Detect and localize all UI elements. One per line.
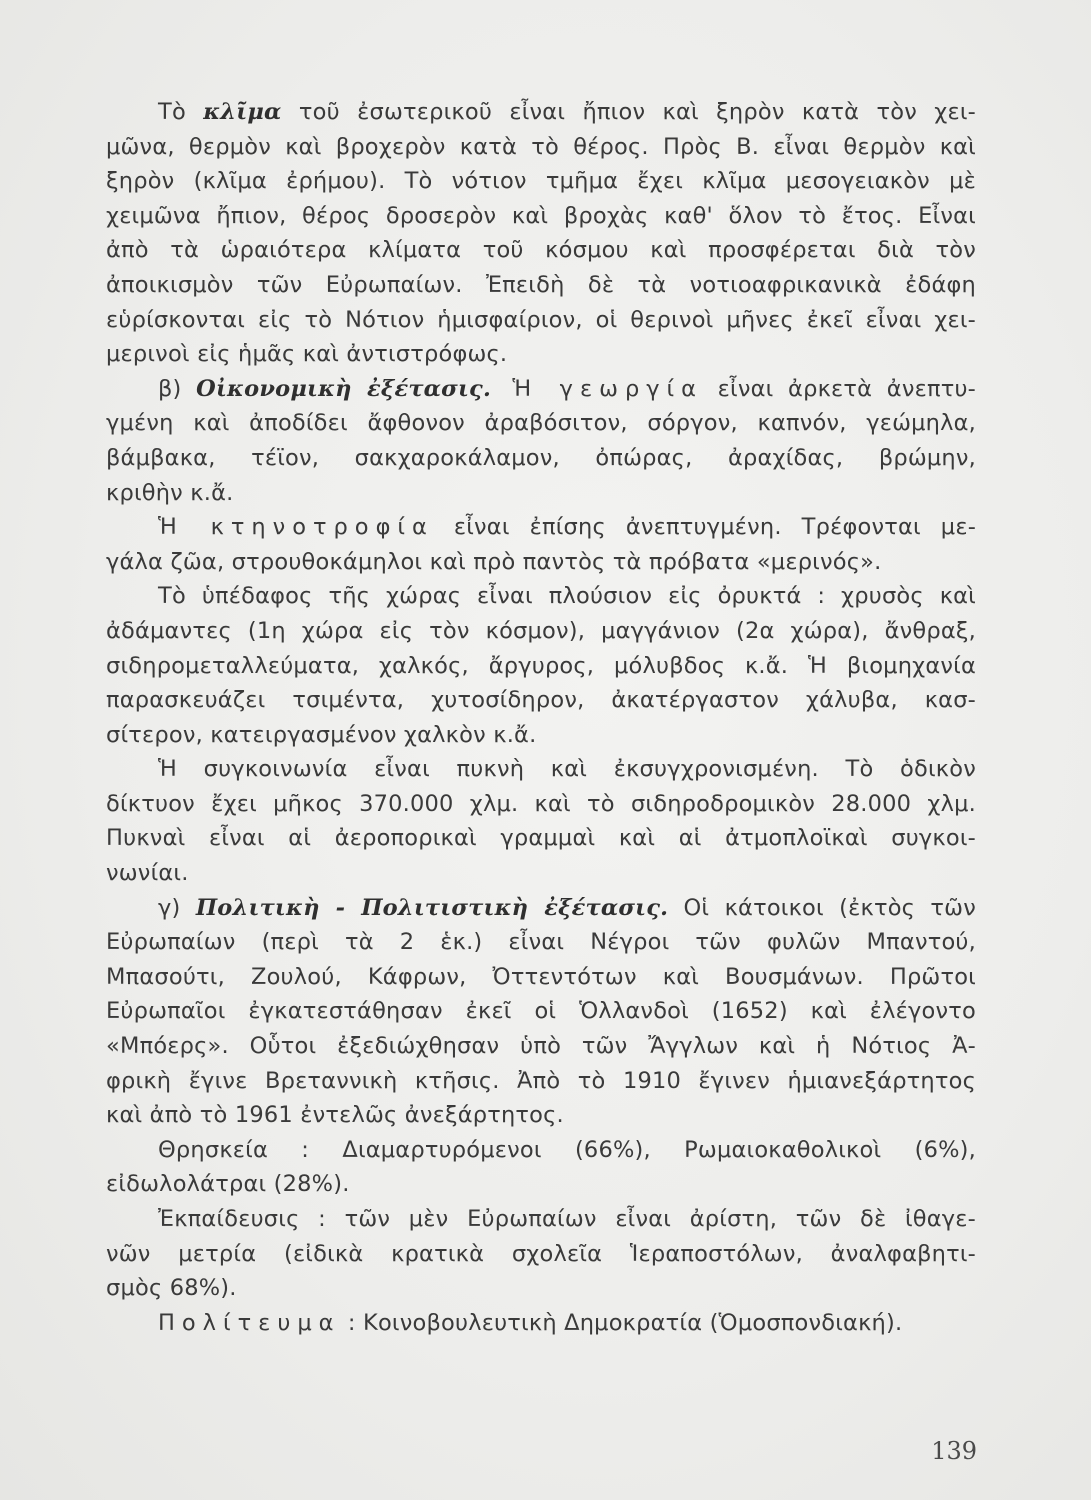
economic-line-1 xyxy=(106,372,976,407)
political-line-3: Μπασούτι, Ζουλού, Κάφρων, Ὀττεντότων καὶ Βουσμάνων. Πρῶτοι xyxy=(106,963,976,990)
livestock-line-2: γάλα ζῶα, στρουθοκάμηλοι καὶ πρὸ παντὸς τὰ πρόβατα «μερινός». xyxy=(106,548,882,575)
term-livestock: Ἡ κτηνοτροφία xyxy=(158,514,434,541)
minerals-line-3: σιδηρομεταλλεύματα, χαλκός, ἄργυρος, μόλυβδος κ.ἄ. Ἡ βιομηχανία xyxy=(106,652,976,679)
livestock-line-1 xyxy=(106,510,976,545)
text-span: εἶναι ἀρκετὰ ἀνεπτυ- xyxy=(703,375,976,402)
climate-line-7: εὑρίσκονται εἰς τὸ Νότιον ἡμισφαίριον, οἱ θερινοὶ μῆνες ἐκεῖ εἶναι χει- xyxy=(106,306,976,333)
heading-political: Πολιτικὴ - Πολιτιστικὴ ἐξέτασις. xyxy=(195,894,669,921)
term-government: Πολίτευμα xyxy=(158,1309,341,1336)
economic-line-4: κριθὴν κ.ἄ. xyxy=(106,479,234,506)
term-climate: κλῖμα xyxy=(203,99,282,125)
political-line-7: καὶ ἀπὸ τὸ 1961 ἐντελῶς ἀνεξάρτητος. xyxy=(106,1102,564,1129)
climate-line-5: ἀπὸ τὰ ὡραιότερα κλίματα τοῦ κόσμου καὶ προσφέρεται διὰ τὸν xyxy=(106,237,976,264)
transport-line-3: Πυκναὶ εἶναι αἱ ἀεροπορικαὶ γραμμαὶ καὶ αἱ ἀτμοπλοϊκαὶ συγκοι- xyxy=(106,825,976,852)
religion-line-1: Θρησκεία : Διαμαρτυρόμενοι (66%), Ρωμαιοκαθολικοὶ (6%), xyxy=(158,1136,976,1163)
minerals-line-5: σίτερον, κατειργασμένον χαλκὸν κ.ἄ. xyxy=(106,721,537,748)
term-agriculture: Ἡ γεωργία xyxy=(490,375,704,402)
economic-line-3: βάμβακα, τέϊον, σακχαροκάλαμον, ὀπώρας, ἀραχίδας, βρώμην, xyxy=(106,444,976,471)
text-span: γ) xyxy=(158,894,196,921)
text-span: Οἱ κάτοικοι (ἐκτὸς τῶν xyxy=(668,894,976,921)
climate-line-1 xyxy=(106,95,976,130)
climate-line-2: μῶνα, θερμὸν καὶ βροχερὸν κατὰ τὸ θέρος. Πρὸς Β. εἶναι θερμὸν καὶ xyxy=(106,133,976,160)
education-line-3: σμὸς 68%). xyxy=(106,1275,237,1302)
political-line-4: Εὐρωπαῖοι ἐγκατεστάθησαν ἐκεῖ οἱ Ὁλλανδοὶ (1652) καὶ ἐλέγοντο xyxy=(106,998,976,1025)
education-line-1: Ἐκπαίδευσις : τῶν μὲν Εὐρωπαίων εἶναι ἀρίστη, τῶν δὲ ἰθαγε- xyxy=(158,1206,976,1232)
heading-economic: Οἰκονομικὴ ἐξέτασις. xyxy=(196,375,491,402)
text-span: τοῦ ἐσωτερικοῦ εἶναι ἤπιον καὶ ξηρὸν κατὰ τὸν χει- xyxy=(281,99,976,125)
transport-line-4: νωνίαι. xyxy=(106,860,189,887)
education-line-2: νῶν μετρία (εἰδικὰ κρατικὰ σχολεῖα Ἱεραποστόλων, ἀναλφαβητι- xyxy=(106,1240,976,1267)
climate-line-3: ξηρὸν (κλῖμα ἐρήμου). Τὸ νότιον τμῆμα ἔχει κλῖμα μεσογειακὸν μὲ xyxy=(106,168,976,195)
economic-line-2: γμένη καὶ ἀποδίδει ἄφθονον ἀραβόσιτον, σόργον, καπνόν, γεώμηλα, xyxy=(106,410,976,437)
transport-line-2: δίκτυον ἔχει μῆκος 370.000 χλμ. καὶ τὸ σιδηροδρομικὸν 28.000 χλμ. xyxy=(106,790,976,817)
government-line-1 xyxy=(106,1306,976,1341)
transport-line-1: Ἡ συγκοινωνία εἶναι πυκνὴ καὶ ἐκσυγχρονισμένη. Τὸ ὁδικὸν xyxy=(158,756,976,783)
minerals-line-4: παρασκευάζει τσιμέντα, χυτοσίδηρον, ἀκατέργαστον χάλυβα, κασ- xyxy=(106,687,976,714)
climate-line-4: χειμῶνα ἤπιον, θέρος δροσερὸν καὶ βροχὰς καθ' ὅλον τὸ ἔτος. Εἶναι xyxy=(106,202,976,229)
religion-line-2: εἰδωλολάτραι (28%). xyxy=(106,1171,350,1198)
political-line-6: φρικὴ ἔγινε Βρεταννικὴ κτῆσις. Ἀπὸ τὸ 1910 ἔγινεν ἡμιανεξάρτητος xyxy=(106,1067,976,1094)
text-span: εἶναι ἐπίσης ἀνεπτυγμένη. Τρέφονται με- xyxy=(433,514,977,541)
body-text xyxy=(106,95,976,1340)
minerals-line-1: Τὸ ὑπέδαφος τῆς χώρας εἶναι πλούσιον εἰς ὀρυκτά : χρυσὸς καὶ xyxy=(158,583,976,610)
page-number: 139 xyxy=(931,1437,977,1465)
political-line-5: «Μπόερς». Οὗτοι ἐξεδιώχθησαν ὑπὸ τῶν Ἄγγλων καὶ ἡ Νότιος Ἀ- xyxy=(106,1033,976,1060)
text-span: : Κοινοβουλευτικὴ Δημοκρατία (Ὁμοσπονδιακή). xyxy=(340,1309,903,1336)
text-span: β) xyxy=(158,375,197,402)
minerals-line-2: ἀδάμαντες (1η χώρα εἰς τὸν κόσμον), μαγγάνιον (2α χώρα), ἄνθραξ, xyxy=(106,617,976,644)
climate-line-8: μερινοὶ εἰς ἡμᾶς καὶ ἀντιστρόφως. xyxy=(106,341,508,368)
political-line-1 xyxy=(106,891,976,926)
climate-line-6: ἀποικισμὸν τῶν Εὐρωπαίων. Ἐπειδὴ δὲ τὰ νοτιοαφρικανικὰ ἐδάφη xyxy=(106,271,976,298)
political-line-2: Εὐρωπαίων (περὶ τὰ 2 ἑκ.) εἶναι Νέγροι τῶν φυλῶν Μπαντού, xyxy=(106,929,976,956)
text-span: Τὸ xyxy=(158,99,204,125)
